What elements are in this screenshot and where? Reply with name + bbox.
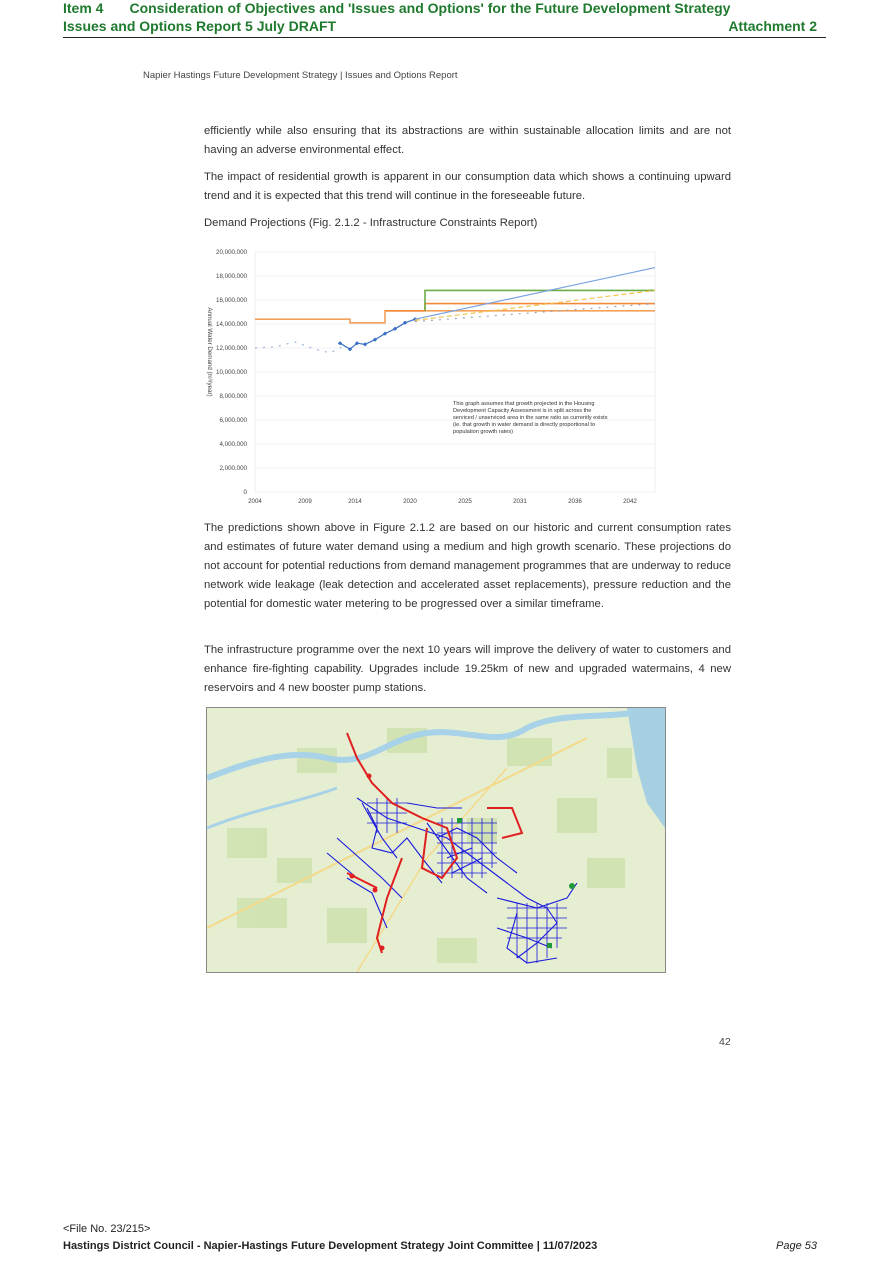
footer-line: Hastings District Council - Napier-Hastings Future Development Strategy Joint Committee | 11/07/2023 (63, 1240, 598, 1252)
series-line (425, 290, 655, 310)
demand-projection-chart (200, 240, 670, 512)
x-tick-label: 2014 (348, 498, 362, 505)
series-line (415, 304, 655, 322)
x-tick-label: 2004 (248, 498, 262, 505)
page-number: 42 (719, 1036, 731, 1048)
header-subtitle: Issues and Options Report 5 July DRAFT (63, 18, 337, 34)
chart-annotation: This graph assumes that growth projected in the Housing Development Capacity Assessment is in split across the serviced / unserviced area in the same ratio as currently exists (ie. that growth in water demand is directly proportional to population growth rates) (453, 401, 608, 436)
y-tick-label: 16,000,000 (216, 297, 247, 304)
header-item: Item 4 (63, 0, 104, 16)
y-tick-label: 10,000,000 (216, 369, 247, 376)
x-tick-label: 2042 (623, 498, 637, 505)
y-tick-label: 4,000,000 (219, 441, 247, 448)
series-line (255, 342, 345, 353)
paragraph-2: The impact of residential growth is apparent in our consumption data which shows a continuing upward trend and it is expected that this trend will continue in the foreseeable future. (204, 171, 731, 202)
paragraph-5: The infrastructure programme over the next 10 years will improve the delivery of water to customers and enhance fire-fighting capability. Upgrades include 19.25km of new and upgraded watermains, 4 new reservoirs and 4 new booster pump stations. (204, 644, 731, 694)
x-tick-label: 2025 (458, 498, 472, 505)
running-header: Napier Hastings Future Development Strategy | Issues and Options Report (143, 70, 458, 81)
footer-page: Page 53 (776, 1240, 817, 1252)
y-tick-label: 18,000,000 (216, 273, 247, 280)
header-rule (63, 37, 826, 38)
x-tick-label: 2009 (298, 498, 312, 505)
map-svg (207, 708, 665, 972)
y-tick-label: 14,000,000 (216, 321, 247, 328)
footer-file-no: <File No. 23/215> (63, 1223, 151, 1235)
header-item-row (63, 0, 817, 16)
x-tick-label: 2020 (403, 498, 417, 505)
y-tick-label: 0 (243, 489, 247, 496)
water-network-map (206, 707, 666, 973)
y-tick-label: 2,000,000 (219, 465, 247, 472)
x-tick-label: 2036 (568, 498, 582, 505)
paragraph-4: The predictions shown above in Figure 2.1.2 are based on our historic and current consumption rates and estimates of future water demand using a medium and high growth scenario. These projections do not account for potential reductions from demand management programmes that are underway to reduce network wide leakage (leak detection and accelerated asset replacements), pressure reduction and the potential for domestic water metering to be progressed over a similar timeframe. (204, 522, 731, 610)
y-axis-label: Annual Water Demand (m³/year) (206, 307, 213, 397)
header-subtitle-row (63, 18, 817, 34)
paragraph-1: efficiently while also ensuring that its abstractions are within sustainable allocation limits and are not having an adverse environmental effect. (204, 125, 731, 156)
series-line (255, 311, 655, 323)
y-tick-label: 20,000,000 (216, 249, 247, 256)
figure-caption: Demand Projections (Fig. 2.1.2 - Infrastructure Constraints Report) (204, 217, 538, 229)
header-title: Consideration of Objectives and 'Issues and Options' for the Future Development Strategy (129, 0, 731, 16)
y-tick-label: 12,000,000 (216, 345, 247, 352)
header-attachment: Attachment 2 (728, 18, 817, 34)
data-point (363, 342, 367, 346)
x-tick-label: 2031 (513, 498, 527, 505)
footer-row (63, 1240, 817, 1252)
y-tick-label: 6,000,000 (219, 417, 247, 424)
chart-svg (200, 240, 670, 512)
series-line (415, 290, 655, 320)
y-tick-label: 8,000,000 (219, 393, 247, 400)
